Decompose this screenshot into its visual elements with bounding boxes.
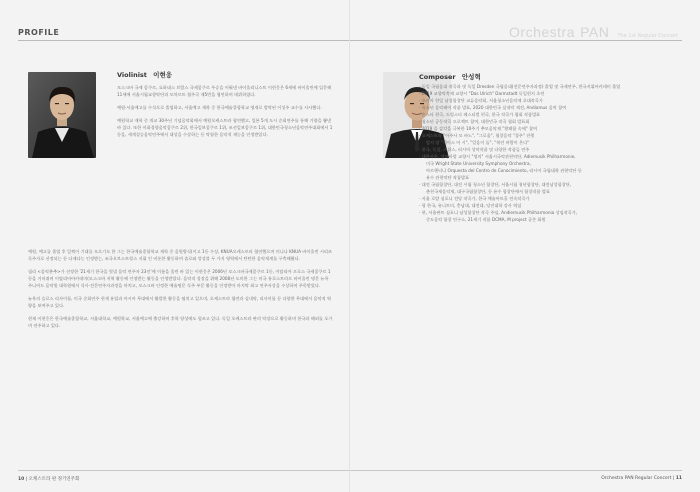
page-number-right: 11 [675,476,682,481]
footer-rule-right [350,470,682,471]
career-item: · 현, 서울판트 심포니 남성합창단 작곡 주임, Andiemusik Philharmonia 상임작곡가, [419,210,578,215]
career-item: · 대전 국립합창단, 대전 시립 청소년 합창단, 서울시립 청년합창단, 대전남성합창단, [419,182,572,187]
brand-name-pan: PAN [580,24,610,40]
violinist-bio-paragraph: 모스크바 국제 콩쿠르, 요하네스 브람스 국제콩쿠르 우승을 이뤄낸 바이올리니스트 이현웅은 6세에 바이올린에 입문해 11세에 서울시립교향악단과 모차르트 협주곡 제5번을 협연하며 데뷔하였다. [117,85,332,97]
violinist-name: 이현웅 [153,71,173,79]
career-item: · 2019 교향악축제 교향시 "Das Ulrich" Darmstadt 독일현지 초연 [419,91,545,96]
composer-career-list [419,83,681,223]
footer-right: Orchestra PAN Regular Concert | 11 [601,476,682,481]
violinist-bio-body [28,248,333,335]
career-item: · 한국, 독일, 스위스, 러시아 성악작품 및 다양한 작품들 연주 [419,147,530,152]
violinist-heading [117,70,172,79]
career-item: · 오사카 한일 남성합창단 교류음악회, 서울청소년음악제 초대작곡가 [419,98,543,103]
violinist-bio-paragraph: 예원학교 재학 중 개교 30주년 기념음악회에서 예원오케스트라 협연했고, 일본 5개 도시 순회연주를 통해 기량을 뽐낸 바 있다. 또한 이화경향음악콩쿠르 2위, 한국일보콩쿠르 1위, 조선일보콩쿠르 1위, 대한민국청소년음악연주대회에서 1등을, 세계결승음악연주에서 대상을 수상하는 등 탁월한 음악적 재능을 인정받았다. [117,118,333,137]
violinist-bio-top [117,84,333,144]
footer-left-title: 오케스트라 판 정기연주회 [28,477,80,482]
career-item: · 손스타 편곡, 드림스타 페스티벌 편곡, 한국 작곡가 협회 작품발표 [419,112,541,117]
violinist-body-paragraph: 필리 <음악춘추>가 선정한 '21세기 한국을 빛낼 음악 연주자 23인'에 이름을 올린 바 있는 이현웅은 2006년 모스크바국제콩쿠르 1등, 이탈리아 프로스 국제콩쿠르 1등을 거머쥐며 이탈리아아카데미(모스크바 지역 활동에 인정받는 활동을 인정받았다. 음악적 성장을 위해 2008년 도미한 그는 미국 유로스트라프 바이올린 명문 뉴욕 주니어드 음악원 대학원에서 석사·전문연주자과정을 마치고, 모스크바 인정한 예술명문 독주 부문 활동을 인정받아 마지막 최고 연주자상을 수상하며 주목받았다. [28,269,331,288]
violinist-photo [28,72,96,158]
section-title: PROFILE [18,28,60,37]
career-item: · 2019 을 감각을 극복한 10주기 추모음악제 "황폐함 속에" 참여 [419,126,538,131]
composer-name: 안성혁 [461,73,481,81]
career-item: · 유소년 음악페어 작품 발표, 2020 대한민국 실내악 제전, Andiamus 음악 참여 [419,105,567,110]
page-gutter [349,0,350,492]
career-item: · 독일 국립음대 작곡과 및 독일 Dresden 국립음대(전문연주자과정) 졸업 및 국제연주, 한국지휘아카데미 졸업 [419,84,621,89]
page-number-left: 10 [18,477,25,482]
career-item: 중도음악 합창 연구소, 21세기 작품 DCMA, M project 공존 회원 [426,217,546,222]
violinist-body-paragraph: 현재 이현웅은 한국예술종합학교, 서울대학교, 예원학교, 서울예고에 출강하며 후학 양성에도 힘쓰고 있다. 독일 오케스트라 판의 악장으로 활동하며 한국과 해외를 오가며 연주하고 있다. [28,316,333,328]
career-item: 암지 말 "세이스 어 시", "얼음이 돌", "혁연 바람이 온다" [426,140,530,145]
footer-left: 10 | 오케스트라 판 정기연주회 [18,477,80,482]
career-item: · 서울 로얄 심포니 전당 작곡가, 한국 예술아트홀 전속작곡가 [419,196,530,201]
career-item: 춘천국제음악제, 대구국립합창단, 등 유수 합창단에서 합창작품 발표 [426,189,550,194]
violinist-body-paragraph: 예원, 예고를 졸업 후 일찍이 기대를 모으기도 한 그는 한국예술종합학교 재학 중 음원방식(이고 1등 수상, KNUA오케스트라 협연했으며 미니나 KNUA 바이올린 시리즈 독주자로 선정되는 등 다재다능 인정받는, 조국오브스트링스 지휘 인 비롯한 활동하며 솔로와 앙상블 두 가지 영역에서 탄탄한 음악세계를 구축해왔다. [28,249,332,261]
career-item: · 오케스트라 "아주사 모 바느", "그로움", 협창음악 "경주" 진행 [419,133,535,138]
footer-right-title: Orchestra PAN Regular Concert [601,476,672,481]
career-item: · 대한사무, 생의사랑 교향시 "생의" 서울시국악관현악단, Adiemusik Philharmonie, [419,154,576,159]
career-item: 미국 Wright State University Symphony Orchestra, [426,161,531,166]
footer-rule-left [18,470,349,471]
violinist-body-paragraph: 뉴욕의 슬로스 리사이틀, 미국 순회연주 현재 유럽과 아시아 무대에서 활발한 활동을 펼치고 있으며, 오케스트라 협연과 실내악, 리사이틀 등 다양한 무대에서 음악적 역량을 보여주고 있다. [28,296,331,308]
composer-heading [419,72,481,81]
brand-name: Orchestra [509,24,575,40]
brand-subtitle: The 1st Regular Concert [617,33,678,39]
composer-role: Composer [419,73,456,81]
career-item: 유수 관현악단 작품발표 [426,175,470,180]
violinist-role: Violinist [117,71,147,79]
violinist-bio-paragraph: 예원·서울예고를 수석으로 졸업하고, 서울예고 재학 중 한국예술종합학교 영재로 발탁된 이성주 교수를 사사했다. [117,105,322,110]
career-item: · 평 한국, 유니트미, 충남대, 대전대, 당진대학 강사 역임 [419,203,522,208]
header-rule-left [18,40,349,41]
brand-logo [509,22,678,41]
career-item: · 청소년 공동작곡 프로젝트 참여, 대한민국 작곡 협회 발표회 [419,119,530,124]
career-item: 아르헨티나 Orquesta del Centro de Conocimiento, 러시아 국립대학 관현악단 등 [426,168,582,173]
